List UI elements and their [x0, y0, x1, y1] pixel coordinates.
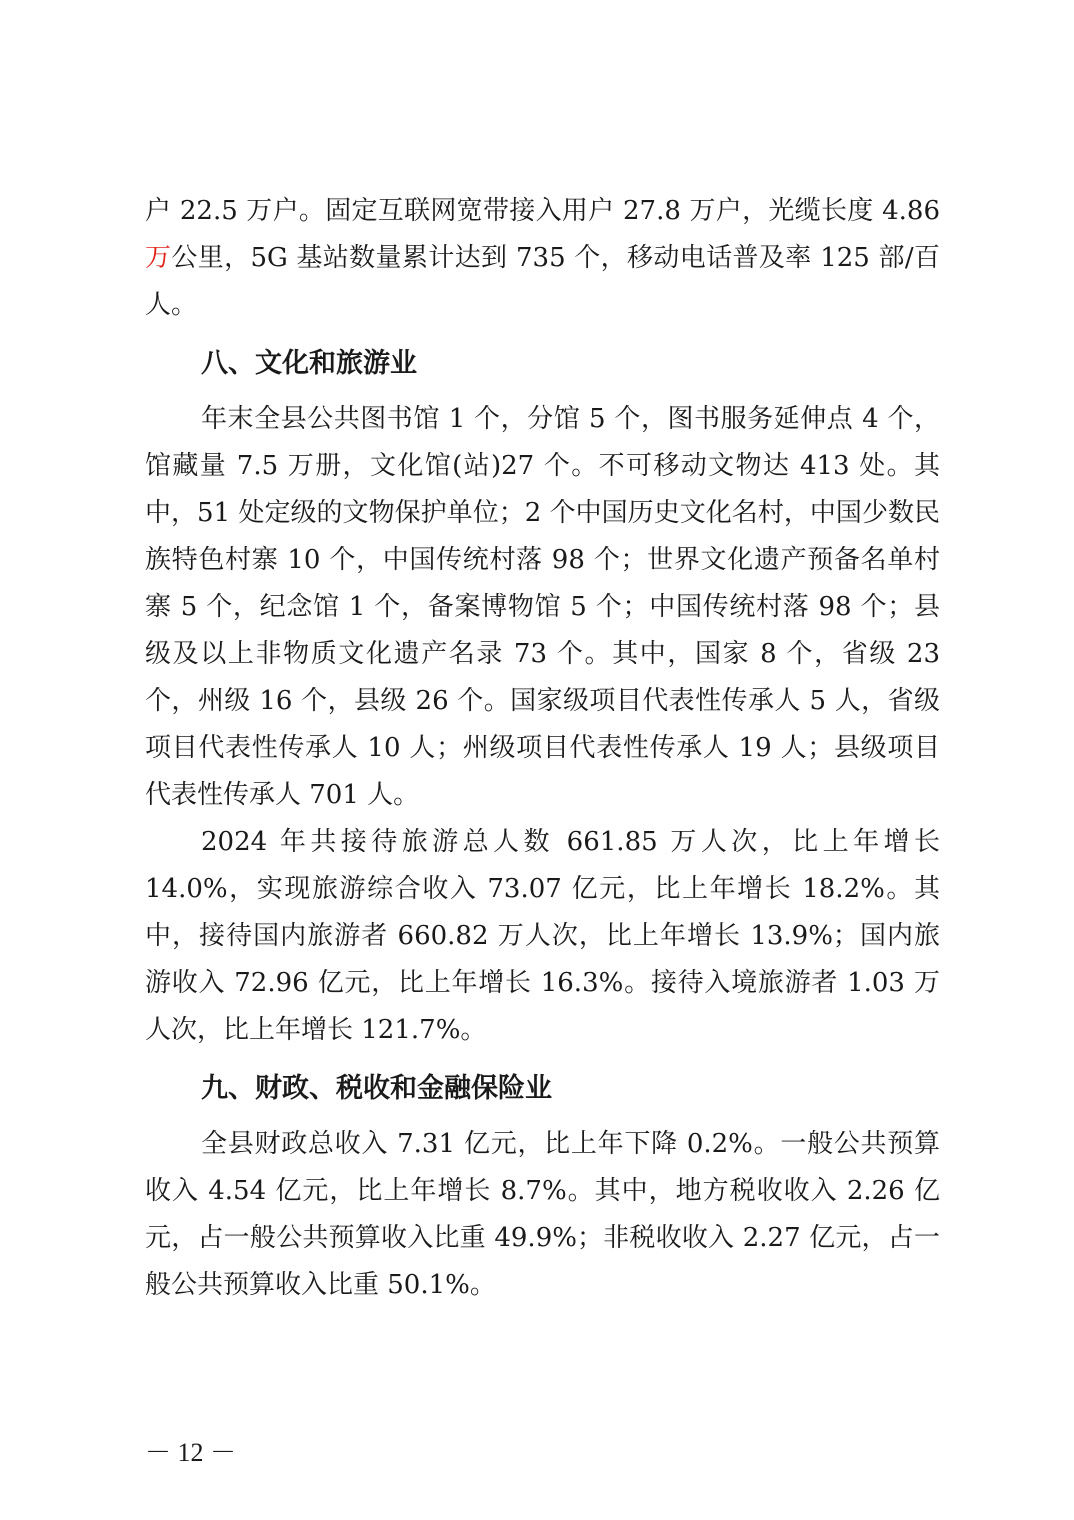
paragraph-tourism: 2024 年共接待旅游总人数 661.85 万人次，比上年增长 14.0%，实现旅游综合收入 73.07 亿元，比上年增长 18.2%。其中，接待国内旅游者 660.82 万人次，比上年增长 13.9%；国内旅游收入 72.96 亿元，比上年增长 16.3%。接待入境旅游者 1.03 万人次，比上年增长 121.7%。	[145, 827, 940, 1045]
paragraph-telecom	[145, 188, 940, 329]
section-heading-culture-tourism: 八、文化和旅游业	[201, 348, 417, 379]
telecom-text-b: 公里，5G 基站数量累计达到 735 个，移动电话普及率 125 部/百人。	[145, 243, 940, 320]
telecom-text-a: 户 22.5 万户。固定互联网宽带接入用户 27.8 万户，光缆长度 4.86	[145, 196, 940, 226]
telecom-highlight-red: 万	[145, 243, 172, 273]
document-body	[145, 188, 940, 1309]
page-number: － 12 －	[145, 1438, 237, 1467]
section-heading-finance: 九、财政、税收和金融保险业	[201, 1073, 552, 1104]
paragraph-finance: 全县财政总收入 7.31 亿元，比上年下降 0.2%。一般公共预算收入 4.54 亿元，比上年增长 8.7%。其中，地方税收收入 2.26 亿元，占一般公共预算收入比重 49.9%；非税收收入 2.27 亿元，占一般公共预算收入比重 50.1%。	[145, 1129, 940, 1300]
paragraph-culture: 年末全县公共图书馆 1 个，分馆 5 个，图书服务延伸点 4 个，馆藏量 7.5 万册，文化馆(站)27 个。不可移动文物达 413 处。其中，51 处定级的文物保护单位；2 个中国历史文化名村，中国少数民族特色村寨 10 个，中国传统村落 98 个；世界文化遗产预备名单村寨 5 个，纪念馆 1 个，备案博物馆 5 个；中国传统村落 98 个；县级及以上非物质文化遗产名录 73 个。其中，国家 8 个，省级 23 个，州级 16 个，县级 26 个。国家级项目代表性传承人 5 人，省级项目代表性传承人 10 人；州级项目代表性传承人 19 人；县级项目代表性传承人 701 人。	[145, 404, 940, 810]
